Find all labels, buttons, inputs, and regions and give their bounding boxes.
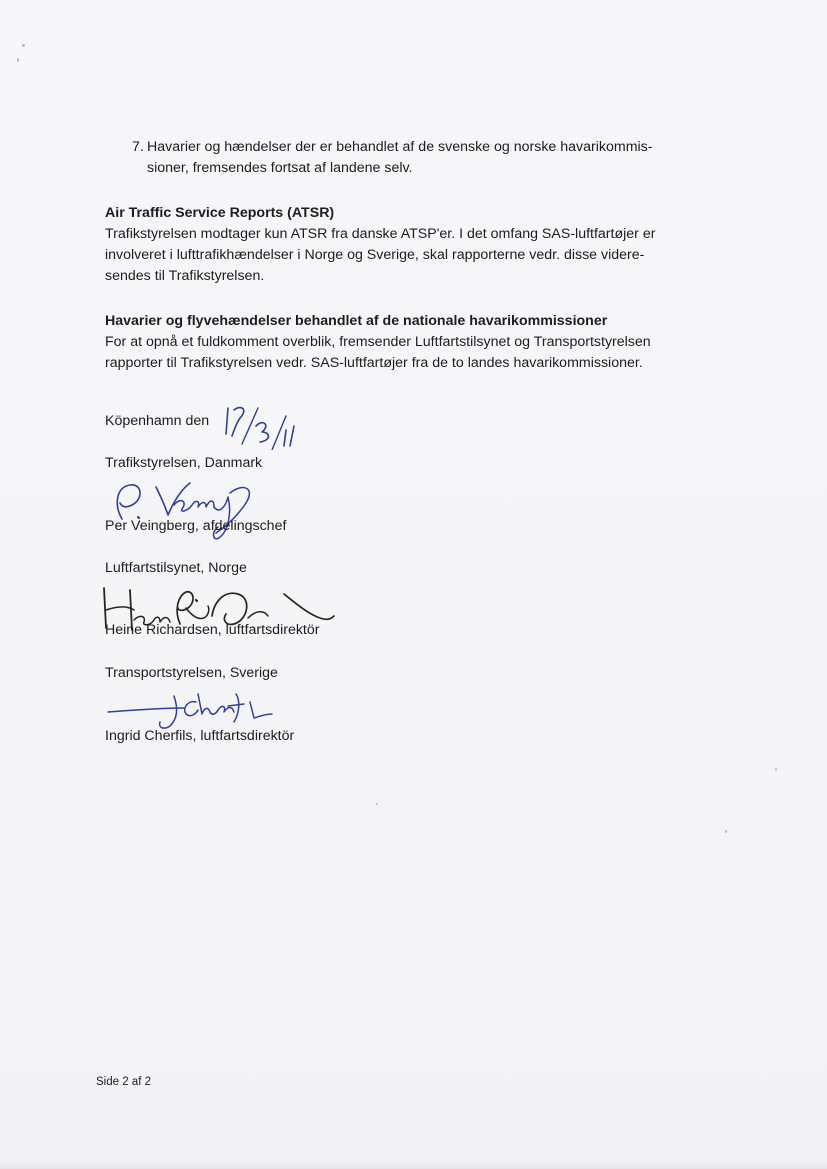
norway-signer: Heine Richardsen, luftfartsdirektör [105, 622, 320, 638]
scan-speck [775, 768, 777, 771]
sweden-org: Transportstyrelsen, Sverige [105, 665, 278, 681]
place-date-label: Köpenhamn den [105, 413, 210, 429]
list-item-line-1: Havarier og hændelser der er behandlet af de svenske og norske havarikommis- [147, 139, 653, 155]
atsr-paragraph [105, 224, 715, 287]
section-atsr [105, 203, 715, 287]
havarier-line-2: rapporter til Trafikstyrelsen vedr. SAS-luftfartøjer fra de to landes havarikommissioner. [105, 355, 643, 371]
section-heading-havarier: Havarier og flyvehændelser behandlet af de nationale havarikommissioner [105, 313, 608, 329]
section-havarier [105, 311, 715, 374]
handwritten-date-image [220, 400, 310, 450]
scan-speck [22, 44, 25, 47]
scan-speck [376, 803, 378, 805]
denmark-signer: Per Veingberg, afdelingschef [105, 518, 287, 534]
scan-speck [725, 830, 727, 833]
document-body [105, 137, 715, 374]
scan-speck [17, 58, 19, 62]
page-footer: Side 2 af 2 [96, 1076, 151, 1088]
atsr-line-3: sendes til Trafikstyrelsen. [105, 268, 265, 284]
list-item-line-2: sioner, fremsendes fortsat af landene selv. [147, 160, 413, 176]
section-heading-atsr: Air Traffic Service Reports (ATSR) [105, 205, 335, 221]
sweden-signer: Ingrid Cherfils, luftfartsdirektör [105, 728, 295, 744]
havarier-line-1: For at opnå et fuldkomment overblik, fremsender Luftfartstilsynet og Transportstyrelsen [105, 334, 651, 350]
scan-edge-shadow [0, 1159, 827, 1169]
norway-org: Luftfartstilsynet, Norge [105, 560, 247, 576]
atsr-line-2: involveret i lufttrafikhændelser i Norge og Sverige, skal rapporterne vedr. disse videre- [105, 247, 645, 263]
signature-veingberg-image [110, 475, 270, 550]
denmark-org: Trafikstyrelsen, Danmark [105, 455, 263, 471]
list-item-number: 7. [132, 139, 144, 155]
atsr-line-1: Trafikstyrelsen modtager kun ATSR fra danske ATSP'er. I det omfang SAS-luftfartøjer er [105, 226, 656, 242]
havarier-paragraph [105, 332, 715, 374]
place-date-line [105, 411, 209, 432]
list-item-7 [105, 137, 715, 179]
